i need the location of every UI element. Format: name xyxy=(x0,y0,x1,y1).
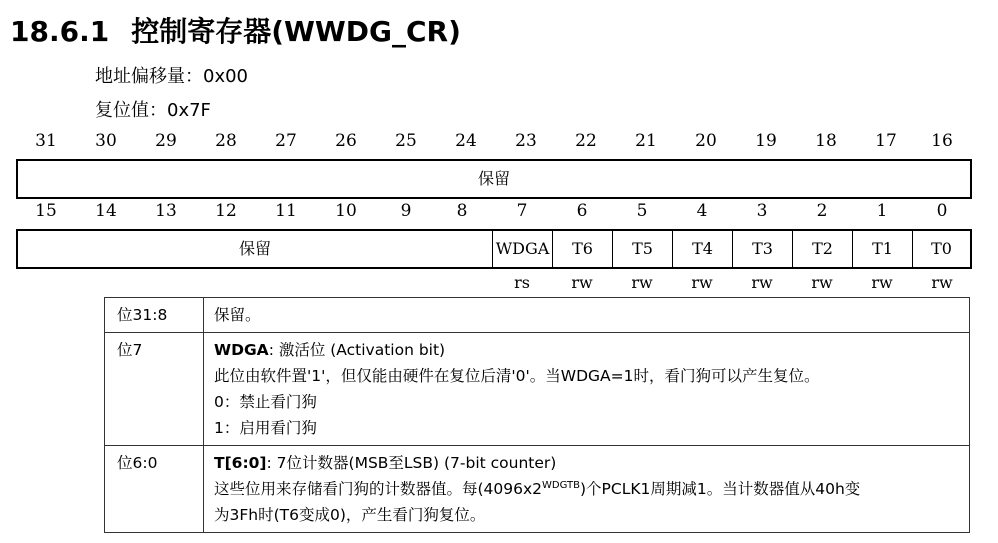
bit-number: 5 xyxy=(636,201,648,221)
bit-number: 3 xyxy=(756,201,768,221)
t3-field: T3 xyxy=(732,231,792,267)
description-text: 这些位用来存储看门狗的计数器值。每(4096x2 xyxy=(214,480,543,498)
bit-number: 6 xyxy=(576,201,588,221)
bit-number: 9 xyxy=(400,201,412,221)
wdga-field: WDGA xyxy=(492,231,552,267)
access-type: rs xyxy=(514,273,530,292)
t1-field: T1 xyxy=(852,231,912,267)
reset-value-value: 0x7F xyxy=(167,100,211,121)
access-type: rw xyxy=(691,273,713,292)
t6-field: T6 xyxy=(552,231,612,267)
section-heading xyxy=(10,10,461,50)
bit-number: 25 xyxy=(395,131,417,151)
section-title: 控制寄存器(WWDG_CR) xyxy=(131,15,461,48)
description-line: 此位由软件置'1'，但仅能由硬件在复位后清'0'。当WDGA=1时，看门狗可以产生复位。 xyxy=(214,367,820,385)
field-name: WDGA xyxy=(214,341,269,359)
table-row xyxy=(105,298,970,333)
superscript: WDGTB xyxy=(542,479,580,491)
field-heading-text: : 7位计数器(MSB至LSB) (7-bit counter) xyxy=(266,454,557,472)
field-name: T[6:0] xyxy=(214,454,267,472)
bit-number: 0 xyxy=(936,201,948,221)
bit-number: 30 xyxy=(95,131,117,151)
bit-number: 4 xyxy=(696,201,708,221)
register-lower-row xyxy=(16,229,972,269)
bit-range: 位7 xyxy=(105,333,204,446)
bit-number: 17 xyxy=(875,131,897,151)
t5-field: T5 xyxy=(612,231,672,267)
access-type: rw xyxy=(871,273,893,292)
bit-description-table xyxy=(104,297,970,533)
access-type: rw xyxy=(571,273,593,292)
access-type: rw xyxy=(931,273,953,292)
address-offset xyxy=(95,62,248,88)
access-type: rw xyxy=(751,273,773,292)
bit-number: 28 xyxy=(215,131,237,151)
bit-number: 16 xyxy=(931,131,953,151)
description-heading xyxy=(214,450,959,476)
bit-number: 20 xyxy=(695,131,717,151)
bit-description xyxy=(204,333,970,446)
bit-number: 1 xyxy=(876,201,888,221)
bit-number: 13 xyxy=(155,201,177,221)
bit-number: 19 xyxy=(755,131,777,151)
bit-number: 7 xyxy=(516,201,528,221)
t0-field: T0 xyxy=(912,231,970,267)
bit-number: 31 xyxy=(35,131,57,151)
t4-field: T4 xyxy=(672,231,732,267)
section-number: 18.6.1 xyxy=(10,15,110,48)
bit-description xyxy=(204,298,970,333)
table-row xyxy=(105,333,970,446)
address-offset-value: 0x00 xyxy=(203,66,249,87)
description-line: 为3Fh时(T6变成0)，产生看门狗复位。 xyxy=(214,506,486,524)
bit-number: 10 xyxy=(335,201,357,221)
lower-bit-numbers xyxy=(16,201,972,225)
upper-bit-numbers xyxy=(16,131,972,155)
field-heading-text: : 激活位 (Activation bit) xyxy=(268,341,446,359)
reset-value xyxy=(95,96,211,122)
bit-description xyxy=(204,446,970,533)
bit-number: 18 xyxy=(815,131,837,151)
bit-number: 21 xyxy=(635,131,657,151)
description-heading xyxy=(214,337,959,363)
address-offset-label: 地址偏移量： xyxy=(95,66,203,87)
reserved-field: 保留 xyxy=(477,169,510,188)
bit-number: 27 xyxy=(275,131,297,151)
access-type: rw xyxy=(631,273,653,292)
description-line xyxy=(214,476,959,502)
bit-number: 26 xyxy=(335,131,357,151)
bit-range: 位6:0 xyxy=(105,446,204,533)
reset-value-label: 复位值： xyxy=(95,100,167,121)
bit-number: 15 xyxy=(35,201,57,221)
t2-field: T2 xyxy=(792,231,852,267)
bit-number: 29 xyxy=(155,131,177,151)
reserved-field: 保留 xyxy=(238,239,271,258)
bit-number: 11 xyxy=(275,201,297,221)
bit-number: 2 xyxy=(816,201,828,221)
bit-number: 12 xyxy=(215,201,237,221)
description-line: 0：禁止看门狗 xyxy=(214,393,317,411)
access-type: rw xyxy=(811,273,833,292)
description-line: 1：启用看门狗 xyxy=(214,419,317,437)
bit-number: 8 xyxy=(456,201,468,221)
table-row xyxy=(105,446,970,533)
bit-number: 24 xyxy=(455,131,477,151)
bit-number: 22 xyxy=(575,131,597,151)
register-upper-row xyxy=(16,159,972,199)
bit-number: 14 xyxy=(95,201,117,221)
bit-number: 23 xyxy=(515,131,537,151)
access-row xyxy=(16,273,972,297)
description-line: 保留。 xyxy=(214,306,261,324)
bit-range: 位31:8 xyxy=(105,298,204,333)
description-text: )个PCLK1周期减1。当计数器值从40h变 xyxy=(579,480,861,498)
